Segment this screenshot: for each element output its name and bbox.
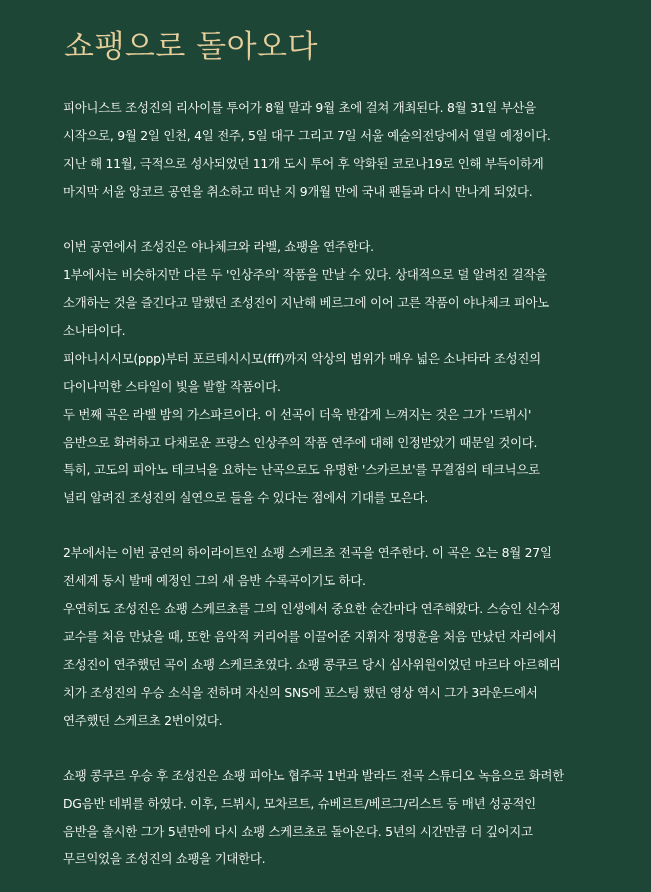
- body-line: 소나타이다.: [63, 323, 126, 338]
- article-title: 쇼팽으로 돌아오다: [64, 29, 318, 65]
- body-line: 마지막 서울 앙코르 공연을 취소하고 떠난 지 9개월 만에 국내 팬들과 다시 만나게 되었다.: [63, 184, 533, 199]
- body-line: 2부에서는 이번 공연의 하이라이트인 쇼팽 스케르초 전곡을 연주한다. 이 곡은 오는 8월 27일: [63, 545, 552, 560]
- body-line: 피아니시시모(ppp)부터 포르테시시모(fff)까지 악상의 범위가 매우 넓은 소나타라 조성진의: [63, 351, 541, 366]
- body-line: 조성진이 연주했던 곡이 쇼팽 스케르초였다. 쇼팽 콩쿠르 당시 심사위원이었던 마르타 아르헤리: [63, 657, 561, 672]
- body-line: 특히, 고도의 피아노 테크닉을 요하는 난곡으로도 유명한 '스카르보'를 무결점의 테크닉으로: [63, 462, 540, 477]
- body-line: 널리 알려진 조성진의 실연으로 들을 수 있다는 점에서 기대를 모은다.: [63, 490, 429, 505]
- body-line: 치가 조성진의 우승 소식을 전하며 자신의 SNS에 포스팅 했던 영상 역시 그가 3라운드에서: [63, 685, 538, 700]
- body-line: 이번 공연에서 조성진은 야나체크와 라벨, 쇼팽을 연주한다.: [63, 239, 374, 254]
- body-line: 다이나믹한 스타일이 빛을 발할 작품이다.: [63, 379, 281, 394]
- body-line: 소개하는 것을 즐긴다고 말했던 조성진이 지난해 베르그에 이어 고른 작품이 야나체크 피아노: [63, 295, 549, 310]
- body-line: 우연히도 조성진은 쇼팽 스케르초를 그의 인생에서 중요한 순간마다 연주해왔다. 스승인 신수정: [63, 601, 561, 616]
- body-line: 쇼팽 콩쿠르 우승 후 조성진은 쇼팽 피아노 협주곡 1번과 발라드 전곡 스튜디오 녹음으로 화려한: [63, 768, 564, 783]
- body-line: 음반을 출시한 그가 5년만에 다시 쇼팽 스케르초로 돌아온다. 5년의 시간만큼 더 깊어지고: [63, 824, 533, 839]
- body-line: 연주했던 스케르초 2번이었다.: [63, 713, 223, 728]
- body-line: 전세계 동시 발매 예정인 그의 새 음반 수록곡이기도 하다.: [63, 573, 366, 588]
- body-line: 1부에서는 비슷하지만 다른 두 '인상주의' 작품을 만날 수 있다. 상대적으로 덜 알려진 걸작을: [63, 267, 547, 282]
- body-line: 음반으로 화려하고 다채로운 프랑스 인상주의 작품 연주에 대해 인정받았기 때문일 것이다.: [63, 435, 538, 450]
- body-line: 시작으로, 9월 2일 인천, 4일 전주, 5일 대구 그리고 7일 서울 예술의전당에서 열릴 예정이다.: [63, 128, 551, 143]
- body-line: 무르익었을 조성진의 쇼팽을 기대한다.: [63, 851, 266, 866]
- body-line: DG음반 데뷔를 하였다. 이후, 드뷔시, 모차르트, 슈베르트/베르그/리스트 등 매년 성공적인: [63, 796, 536, 811]
- body-line: 피아니스트 조성진의 리사이틀 투어가 8월 말과 9월 초에 걸쳐 개최된다. 8월 31일 부산을: [63, 100, 536, 115]
- body-line: 두 번째 곡은 라벨 밤의 가스파르이다. 이 선곡이 더욱 반갑게 느껴지는 것은 그가 '드뷔시': [63, 407, 532, 422]
- body-line: 교수를 처음 만났을 때, 또한 음악적 커리어를 이끌어준 지휘자 정명훈을 처음 만났던 자리에서: [63, 629, 557, 644]
- body-line: 지난 해 11월, 극적으로 성사되었던 11개 도시 투어 후 악화된 코로나19로 인해 부득이하게: [63, 156, 544, 171]
